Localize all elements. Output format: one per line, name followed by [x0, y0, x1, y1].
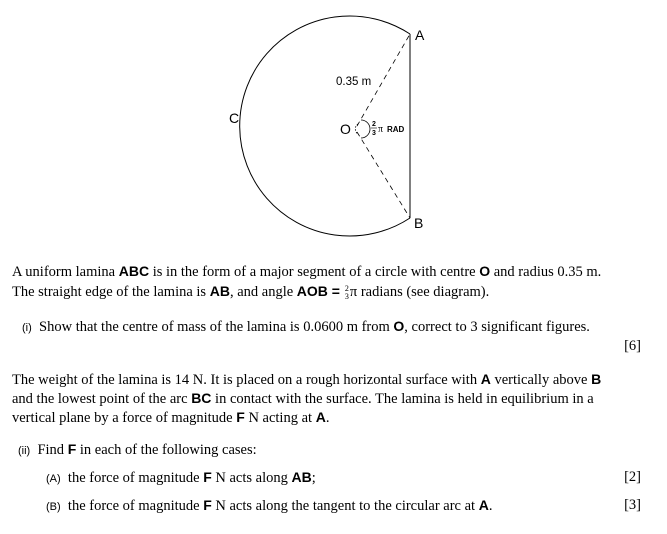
- para2-line-3: [12, 409, 329, 427]
- marks-ii-b: [3]: [624, 497, 641, 513]
- angle-num: 2: [372, 121, 376, 128]
- label-b: B: [414, 215, 424, 231]
- major-arc: [240, 16, 410, 236]
- angle-arc: [361, 120, 370, 138]
- lamina-name: ABC: [118, 263, 150, 279]
- arc-name: BC: [191, 390, 212, 406]
- para2-line-2: [12, 390, 594, 408]
- text: is in the form of a major segment of a circle with centre: [149, 264, 480, 280]
- text: vertically above: [490, 372, 592, 388]
- angle-den: 3: [372, 130, 376, 137]
- text: N acts along the tangent to the circular arc at: [211, 498, 479, 514]
- text: vertical plane by a force of magnitude: [12, 410, 237, 426]
- radius-label: 0.35 m: [336, 76, 372, 88]
- edge-name: AB: [291, 469, 312, 485]
- label-c: C: [229, 110, 240, 126]
- part-ii: [18, 441, 257, 459]
- force-symbol: F: [203, 497, 212, 513]
- text: in contact with the surface. The lamina is held in equilibrium in a: [211, 391, 594, 407]
- text: in each of the following cases:: [76, 442, 257, 458]
- intro-line-2: [12, 283, 489, 301]
- marks-ii-a: [2]: [624, 469, 641, 485]
- text: π radians (see diagram).: [349, 284, 490, 300]
- lamina-diagram: [0, 0, 667, 250]
- text: N acting at: [244, 410, 316, 426]
- fraction: [345, 285, 349, 301]
- angle-unit: rad: [387, 125, 405, 134]
- text: ;: [311, 470, 316, 486]
- part-label: (ii): [18, 445, 31, 457]
- text: The straight edge of the lamina is: [12, 284, 210, 300]
- centre-name: O: [479, 263, 491, 279]
- part-ii-a: [46, 469, 316, 487]
- edge-name: AB: [209, 283, 230, 299]
- angle-name: AOB: [296, 283, 328, 299]
- part-label: (A): [46, 473, 61, 485]
- part-ii-b: [46, 497, 492, 515]
- radius-ob: [357, 132, 410, 218]
- text: and radius 0.35 m.: [490, 264, 602, 280]
- label-a: A: [415, 27, 425, 43]
- angle-pi: π: [378, 124, 384, 135]
- text: , and angle: [229, 284, 297, 300]
- text: Find: [37, 442, 68, 458]
- text: .: [488, 498, 493, 514]
- point: A: [315, 409, 326, 425]
- numerator: 2: [344, 283, 349, 293]
- force-symbol: F: [203, 469, 212, 485]
- point: A: [480, 371, 491, 387]
- text: Show that the centre of mass of the lamina is 0.0600 m from: [39, 319, 394, 335]
- text: A uniform lamina: [12, 264, 119, 280]
- force-symbol: F: [67, 441, 77, 457]
- text: N acts along: [211, 470, 292, 486]
- part-label: (B): [46, 501, 61, 513]
- label-o: O: [340, 121, 351, 137]
- text: the force of magnitude: [67, 470, 204, 486]
- force-symbol: F: [236, 409, 245, 425]
- intro-line-1: [12, 263, 601, 281]
- point: B: [591, 371, 602, 387]
- text: , correct to 3 significant figures.: [404, 319, 590, 335]
- point: A: [478, 497, 489, 513]
- part-label: (i): [22, 322, 32, 334]
- text: .: [325, 410, 330, 426]
- text: the force of magnitude: [67, 498, 204, 514]
- denominator: 3: [344, 291, 349, 301]
- marks-i: [6]: [624, 338, 641, 354]
- equals: =: [327, 283, 344, 299]
- para2-line-1: [12, 371, 601, 389]
- centre-name: O: [393, 318, 405, 334]
- part-i: [22, 318, 590, 336]
- text: and the lowest point of the arc: [12, 391, 192, 407]
- text: The weight of the lamina is 14 N. It is placed on a rough horizontal surface with: [12, 372, 481, 388]
